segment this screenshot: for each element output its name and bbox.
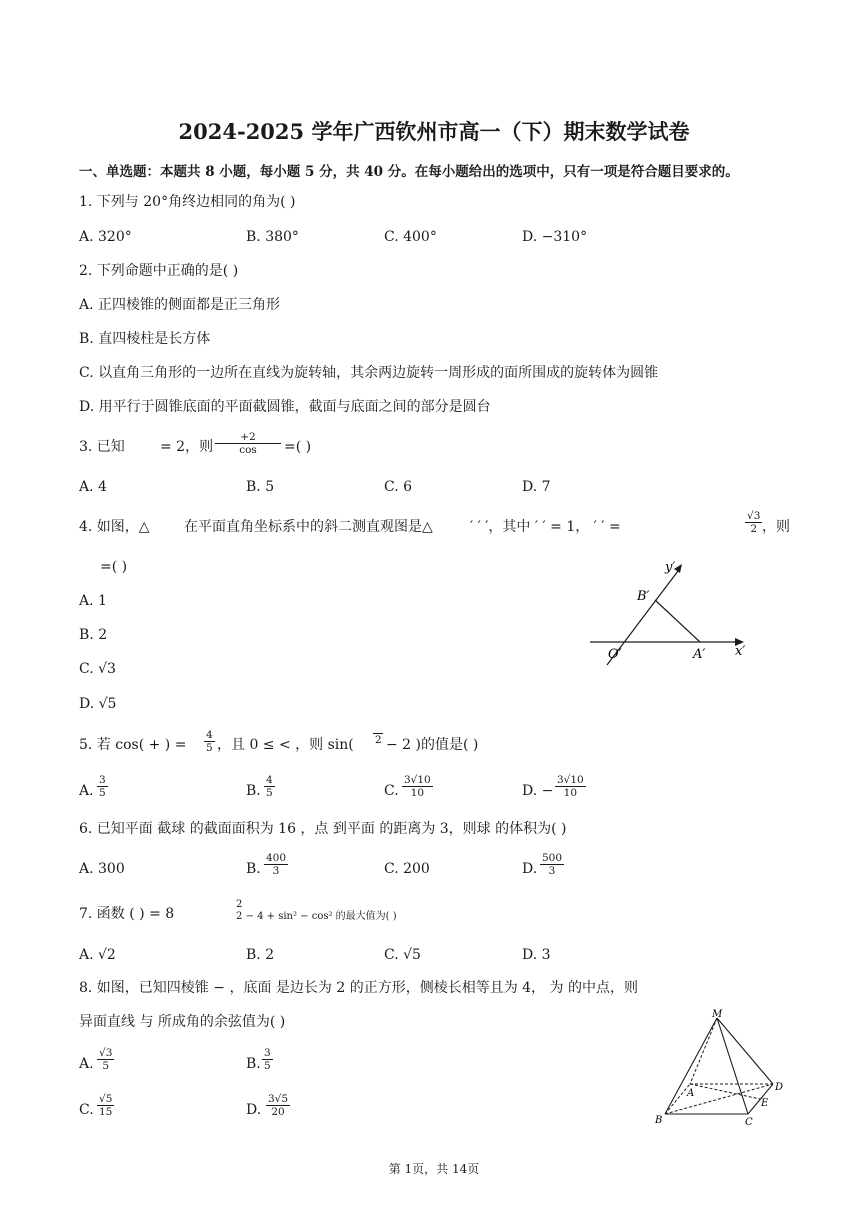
q5-f1-num: 4 [206,729,213,741]
section-heading: 一、单选题：本题共 8 小题，每小题 5 分，共 40 分。在每小题给出的选项中，只有一项是符合题目要求的。 [79,164,739,180]
label-b: B′ [637,589,650,604]
q5-c-den: 10 [410,787,425,799]
q3-option-b: B. 5 [246,479,275,495]
edge-bd [665,1084,773,1114]
q5-f1-den: 5 [206,742,213,754]
q8-stem-a: 8. 如图，已知四棱锥 − ，底面 是边长为 2 的正方形，侧棱长相等且为 4， 为 的中点，则 [79,980,638,996]
q7-option-c: C. √5 [384,947,421,963]
q8-a-den: 5 [102,1060,110,1072]
q5-a-num: 3 [99,774,106,786]
q1-stem: 1. 下列与 20°角终边相同的角为( ) [79,194,296,210]
q3-option-a: A. 4 [79,479,107,495]
q5-option-d-pre: D. − [522,783,554,799]
q8-option-d-pre: D. [246,1102,262,1118]
q5-d-den: 10 [563,787,578,799]
q2-option-d: D. 用平行于圆锥底面的平面截圆锥，截面与底面之间的部分是圆台 [79,399,491,415]
q5-fraction-1 [203,729,216,754]
q5-stem-b: ，且 0 ≤ < ，则 sin( [217,737,354,753]
q6-stem: 6. 已知平面 截球 的截面面积为 16 ，点 到平面 的距离为 3，则球 的体积为( ) [79,821,567,837]
q3-frac-num: +2 [215,431,281,444]
q8-a-num: √3 [99,1047,113,1059]
q8-stem-b: 异面直线 与 所成角的余弦值为( ) [79,1014,286,1030]
q3-stem-a: 3. 已知 [79,439,125,455]
q1-option-d: D. −310° [522,229,588,245]
q3-fraction [214,431,282,456]
q5-a-den: 5 [99,787,106,799]
q5-option-b-pre: B. [246,783,261,799]
q4-stem-b: 在平面直角坐标系中的斜二测直观图是△ [184,519,433,535]
q5-fraction-2 [372,729,385,748]
q6-option-b-frac [263,852,289,877]
q5-f2-den: 2 [375,734,382,746]
q7-superscript: 2 [236,899,243,910]
label-o: O′ [608,647,622,662]
label-c: C [745,1117,753,1128]
q5-d-num: 3√10 [557,774,584,786]
edge-mb [665,1018,717,1114]
q5-option-d-frac [554,774,587,799]
q5-option-c-frac [401,774,434,799]
q7-option-a: A. √2 [79,947,116,963]
q3-option-d: D. 7 [522,479,551,495]
q4-stem-c: ′ ′ ′，其中 ′ ′ = 1， ′ ′ = [470,519,621,535]
q8-c-num: √5 [99,1093,113,1105]
q3-stem-b: = 2，则 [160,439,214,455]
label-a: A [687,1088,695,1099]
q4-option-a: A. 1 [79,593,107,609]
q8-d-num: 3√5 [268,1093,289,1105]
edge-mc [717,1018,748,1114]
q2-option-b: B. 直四棱柱是长方体 [79,331,211,347]
q6-d-num: 500 [542,852,563,864]
q2-option-a: A. 正四棱锥的侧面都是正三角形 [79,297,281,313]
q4-option-b: B. 2 [79,627,108,643]
q8-option-a-pre: A. [79,1056,94,1072]
q8-b-den: 5 [264,1060,271,1072]
q6-option-c: C. 200 [384,861,430,877]
q8-option-c-pre: C. [79,1102,94,1118]
label-d: D [775,1082,784,1093]
q3-frac-den: cos [239,444,257,456]
q5-stem-c: − 2 )的值是( ) [386,737,479,753]
page-footer: 第 1页，共 14页 [388,1162,480,1176]
q4-stem-e: =( ) [100,559,128,575]
q4-frac-num: √3 [747,510,761,522]
q4-option-c: C. √3 [79,661,116,677]
segment-ab [655,600,700,642]
q8-option-b-pre: B. [246,1056,261,1072]
q5-option-a-frac [96,774,109,799]
q1-option-a: A. 320° [79,229,132,245]
q5-b-num: 4 [266,774,273,786]
q6-b-num: 400 [266,852,287,864]
q8-option-a-frac [96,1047,115,1072]
q8-b-num: 3 [264,1047,271,1059]
q5-option-b-frac [263,774,276,799]
q4-option-d: D. √5 [79,696,117,712]
q5-b-den: 5 [266,787,273,799]
q2-stem: 2. 下列命题中正确的是( ) [79,263,239,279]
q3-stem-c: =( ) [284,439,312,455]
q4-frac-den: 2 [750,523,758,535]
q7-stem-c: 2 − 4 + sin² − cos² 的最大值为( ) [236,911,397,922]
q6-b-den: 3 [272,865,280,877]
label-x: x′ [735,644,746,659]
q4-figure [585,555,765,670]
q2-option-c: C. 以直角三角形的一边所在直线为旋转轴，其余两边旋转一周形成的面所围成的旋转体为圆锥 [79,365,659,381]
q7-option-d: D. 3 [522,947,551,963]
q7-option-b: B. 2 [246,947,275,963]
q5-option-a-pre: A. [79,783,94,799]
edge-md [717,1018,773,1084]
q8-c-den: 15 [99,1106,113,1118]
q6-option-b-pre: B. [246,861,261,877]
q5-option-c-pre: C. [384,783,399,799]
edge-ma [690,1018,717,1084]
label-m: M [712,1009,723,1020]
label-e: E [761,1098,769,1109]
edge-ae [690,1084,760,1099]
q8-option-c-frac [96,1093,115,1118]
page-title: 2024-2025 学年广西钦州市高一（下）期末数学试卷 [178,119,690,144]
q5-c-num: 3√10 [404,774,431,786]
q7-stem-a: 7. 函数 ( ) = 8 [79,906,175,922]
q4-stem-d: ，则 [762,519,790,535]
q8-d-den: 20 [271,1106,285,1118]
q8-pyramid-figure [650,1008,790,1128]
q4-fraction [744,510,763,535]
q6-option-a: A. 300 [79,861,125,877]
q6-option-d-pre: D. [522,861,538,877]
q1-option-c: C. 400° [384,229,437,245]
q3-option-c: C. 6 [384,479,413,495]
q1-option-b: B. 380° [246,229,299,245]
q4-stem-a: 4. 如图，△ [79,519,150,535]
q8-option-d-frac [265,1093,291,1118]
q6-d-den: 3 [548,865,556,877]
q5-stem-a: 5. 若 cos( + ) = [79,737,187,753]
label-b: B [655,1115,663,1126]
label-a: A′ [693,647,706,662]
q8-option-b-frac [261,1047,274,1072]
label-y: y′ [665,560,676,575]
q6-option-d-frac [539,852,565,877]
